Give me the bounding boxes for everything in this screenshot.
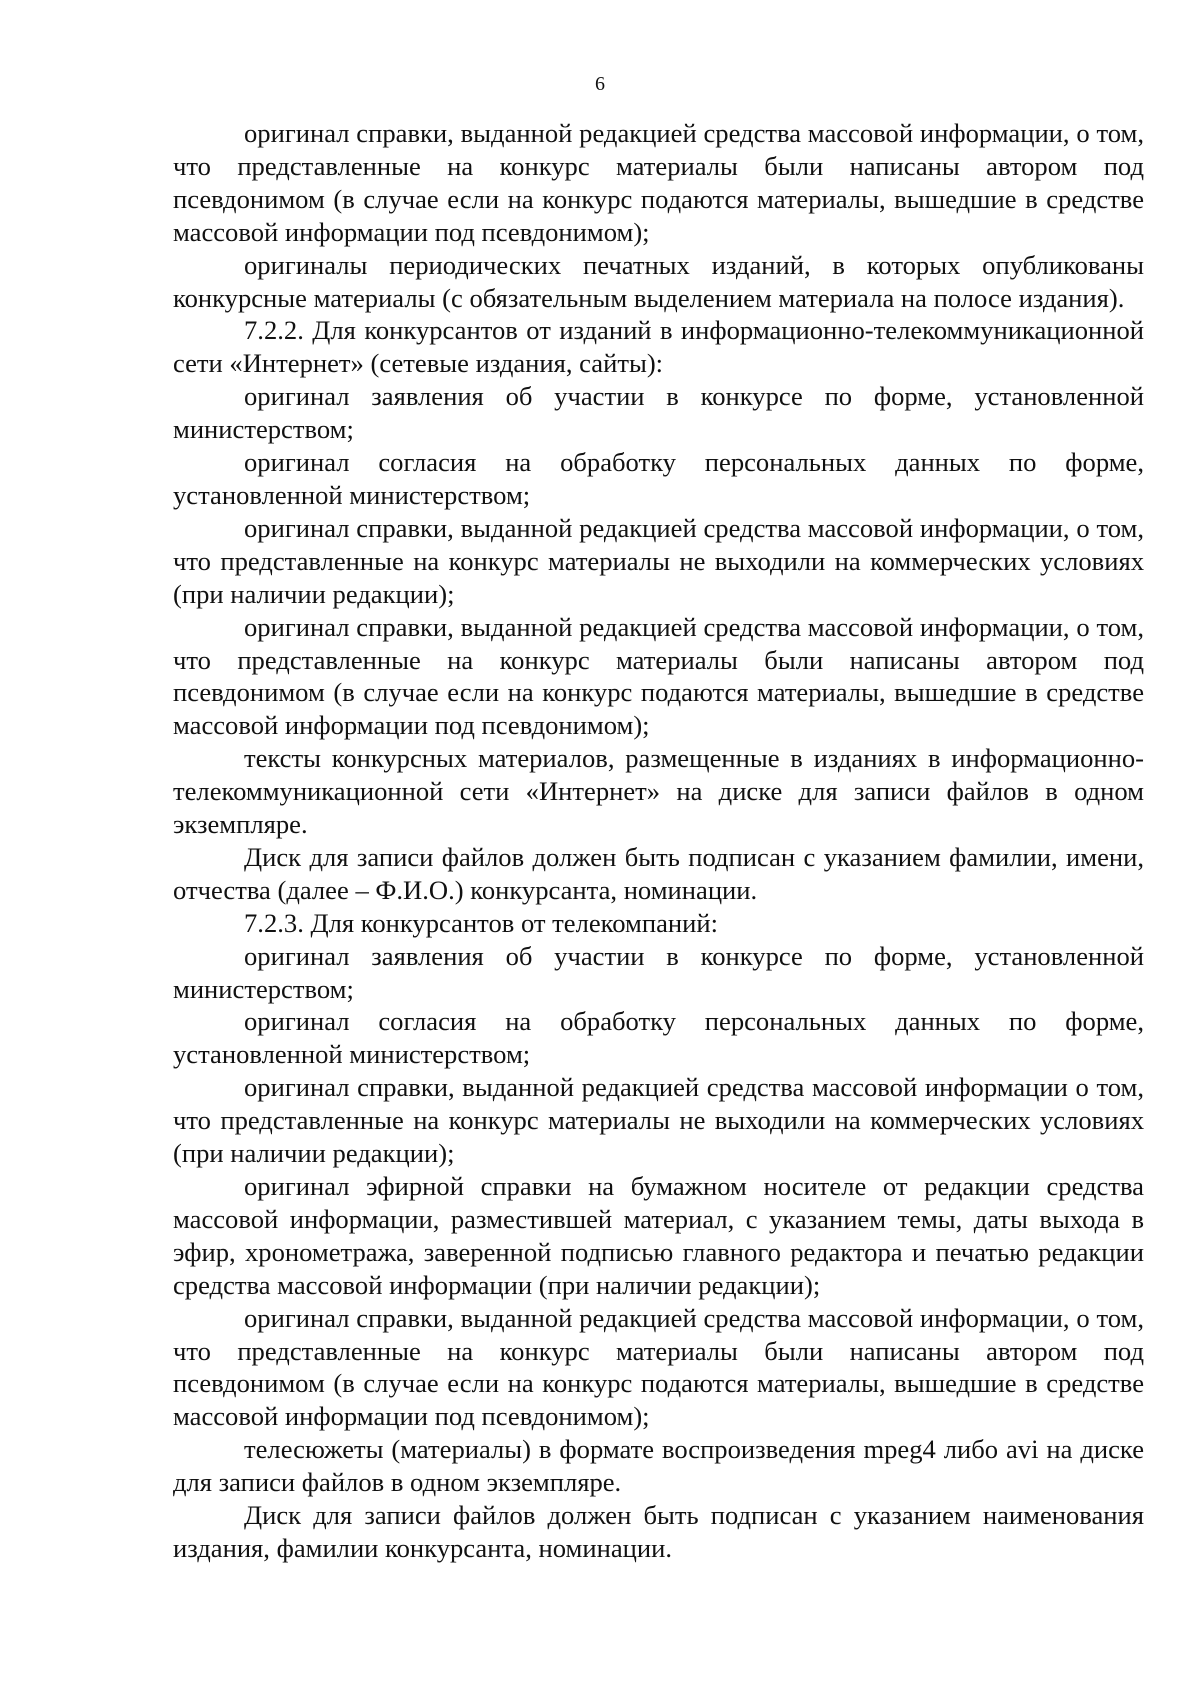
- document-body: [173, 117, 1144, 1565]
- paragraph-internet-application: оригинал заявления об участии в конкурсе по форме, установленной министерством;: [173, 381, 1144, 445]
- paragraph-tv-broadcast-certificate: оригинал эфирной справки на бумажном носителе от редакции средства массовой информации, разместившей материал, с указанием темы, даты выхода в эфир, хронометража, заверенной подписью главного редактора и печатью редакции средства массовой информации (при наличии редакции);: [173, 1171, 1144, 1300]
- paragraph-internet-pseudonym-certificate: оригинал справки, выданной редакцией средства массовой информации, о том, что представленные на конкурс материалы были написаны автором под псевдонимом (в случае если на конкурс подаются материалы, вышедшие в средстве массовой информации под псевдонимом);: [173, 611, 1144, 741]
- section-heading-7-2-3: 7.2.3. Для конкурсантов от телекомпаний:: [244, 907, 718, 938]
- paragraph-tv-pseudonym-certificate: оригинал справки, выданной редакцией средства массовой информации, о том, что представленные на конкурс материалы были написаны автором под псевдонимом (в случае если на конкурс подаются материалы, вышедшие в средстве массовой информации под псевдонимом);: [173, 1302, 1144, 1432]
- paragraph-tv-consent: оригинал согласия на обработку персональных данных по форме, установленной министерством;: [173, 1006, 1144, 1070]
- paragraph-internet-disc-label: Диск для записи файлов должен быть подписан с указанием фамилии, имени, отчества (далее – Ф.И.О.) конкурсанта, номинации.: [173, 841, 1144, 905]
- section-heading-7-2-2: 7.2.2. Для конкурсантов от изданий в информационно-телекоммуникационной сети «Интернет» (сетевые издания, сайты):: [173, 315, 1144, 379]
- paragraph-internet-commercial-certificate: оригинал справки, выданной редакцией средства массовой информации, о том, что представленные на конкурс материалы не выходили на коммерческих условиях (при наличии редакции);: [173, 512, 1144, 609]
- paragraph-internet-texts-disc: тексты конкурсных материалов, размещенные в изданиях в информационно-телекоммуникационной сети «Интернет» на диске для записи файлов в одном экземпляре.: [173, 743, 1144, 840]
- paragraph-internet-consent: оригинал согласия на обработку персональных данных по форме, установленной министерством;: [173, 447, 1144, 510]
- paragraph-tv-commercial-certificate: оригинал справки, выданной редакцией средства массовой информации о том, что представленные на конкурс материалы не выходили на коммерческих условиях (при наличии редакции);: [173, 1072, 1144, 1169]
- paragraph-press-original-issues: оригиналы периодических печатных изданий, в которых опубликованы конкурсные материалы (с обязательным выделением материала на полосе издания).: [173, 249, 1144, 313]
- paragraph-tv-disc-label: Диск для записи файлов должен быть подписан с указанием наименования издания, фамилии конкурсанта, номинации.: [173, 1500, 1144, 1563]
- page-number: 6: [595, 73, 605, 95]
- paragraph-tv-application: оригинал заявления об участии в конкурсе по форме, установленной министерством;: [173, 940, 1144, 1004]
- paragraph-press-pseudonym-certificate: оригинал справки, выданной редакцией средства массовой информации, о том, что представленные на конкурс материалы были написаны автором под псевдонимом (в случае если на конкурс подаются материалы, вышедшие в средстве массовой информации под псевдонимом);: [173, 118, 1144, 247]
- paragraph-tv-video-disc: телесюжеты (материалы) в формате воспроизведения mpeg4 либо avi на диске для записи файлов в одном экземпляре.: [173, 1434, 1144, 1498]
